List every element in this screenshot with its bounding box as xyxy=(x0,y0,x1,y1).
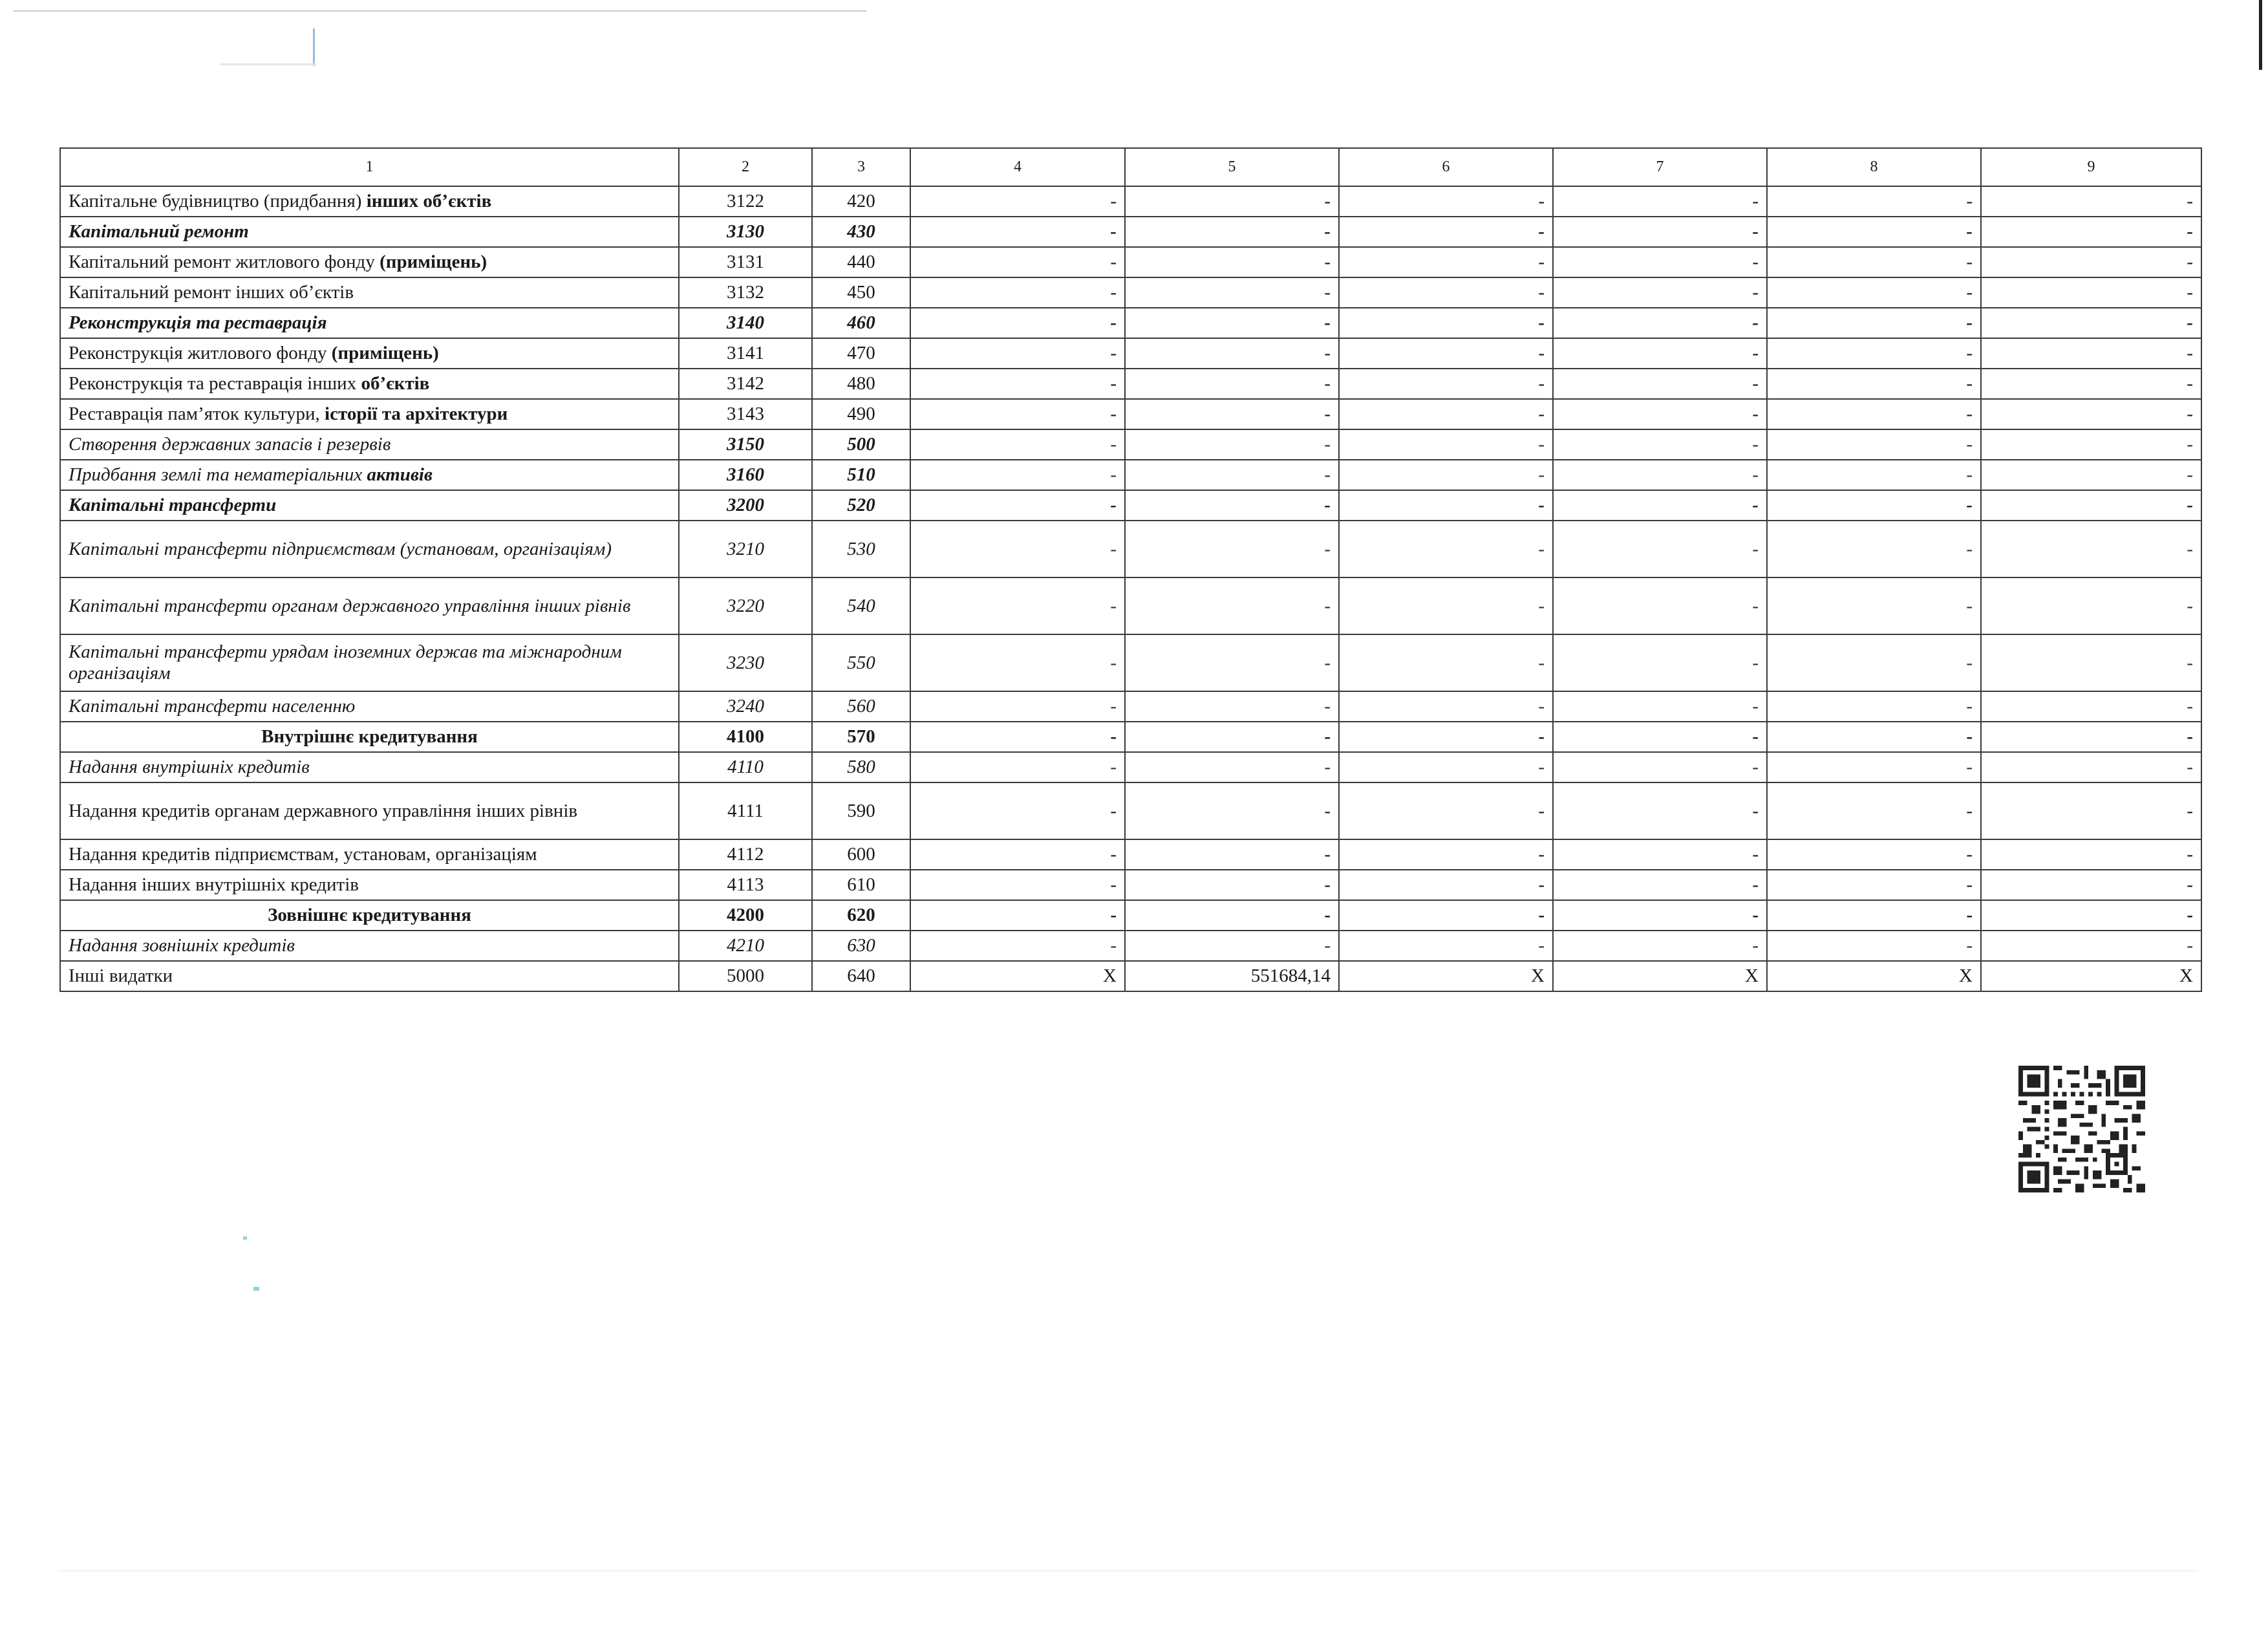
value-cell-col-6: - xyxy=(1339,217,1553,247)
row-name-text: Придбання землі та нематеріальних xyxy=(69,464,367,485)
scan-artifact-mark xyxy=(313,28,315,66)
row-line-number-cell: 430 xyxy=(812,217,910,247)
row-code-cell: 3131 xyxy=(679,247,812,277)
column-header-8: 8 xyxy=(1767,148,1981,186)
row-code-cell: 4100 xyxy=(679,722,812,752)
table-row xyxy=(60,722,2201,752)
value-cell-col-7: - xyxy=(1553,338,1767,369)
row-code-cell: 3220 xyxy=(679,577,812,634)
table-row xyxy=(60,308,2201,338)
row-name-text: Надання кредитів підприємствам, установам, організаціям xyxy=(69,844,537,865)
value-cell-col-5: - xyxy=(1125,839,1339,870)
value-cell-col-5: - xyxy=(1125,722,1339,752)
value-cell-col-6: - xyxy=(1339,247,1553,277)
row-line-number-cell: 440 xyxy=(812,247,910,277)
value-cell-col-9: - xyxy=(1981,931,2201,961)
value-cell-col-7: - xyxy=(1553,429,1767,460)
value-cell-col-5: - xyxy=(1125,186,1339,217)
table-row xyxy=(60,691,2201,722)
value-cell-col-7: - xyxy=(1553,186,1767,217)
value-cell-col-6: - xyxy=(1339,460,1553,490)
value-cell-col-8: - xyxy=(1767,490,1981,521)
table-row xyxy=(60,490,2201,521)
value-cell-col-8: - xyxy=(1767,782,1981,839)
value-cell-col-9: - xyxy=(1981,338,2201,369)
value-cell-col-5: - xyxy=(1125,782,1339,839)
row-code-cell: 3140 xyxy=(679,308,812,338)
row-name-text: (приміщень) xyxy=(380,252,487,272)
value-cell-col-8: - xyxy=(1767,247,1981,277)
row-code-cell: 3143 xyxy=(679,399,812,429)
value-cell-col-9: - xyxy=(1981,429,2201,460)
row-name-text: Капітальні трансферти xyxy=(69,495,277,515)
table-row xyxy=(60,839,2201,870)
value-cell-col-9: - xyxy=(1981,369,2201,399)
value-cell-col-9: - xyxy=(1981,752,2201,782)
row-name-cell xyxy=(60,490,679,521)
row-name-cell xyxy=(60,752,679,782)
value-cell-col-8: Х xyxy=(1767,961,1981,991)
table-row xyxy=(60,752,2201,782)
value-cell-col-5: - xyxy=(1125,521,1339,577)
value-cell-col-5: - xyxy=(1125,577,1339,634)
table-row xyxy=(60,186,2201,217)
value-cell-col-8: - xyxy=(1767,722,1981,752)
budget-expenditure-table xyxy=(59,147,2202,992)
column-header-4: 4 xyxy=(910,148,1125,186)
row-name-cell xyxy=(60,839,679,870)
row-name-cell xyxy=(60,634,679,691)
row-name-cell xyxy=(60,722,679,752)
row-name-cell xyxy=(60,782,679,839)
value-cell-col-4: - xyxy=(910,521,1125,577)
row-name-text: Зовнішнє кредитування xyxy=(268,905,471,925)
table-row xyxy=(60,399,2201,429)
row-name-cell xyxy=(60,961,679,991)
row-name-text: об’єктів xyxy=(361,373,430,394)
row-code-cell: 3230 xyxy=(679,634,812,691)
column-header-2: 2 xyxy=(679,148,812,186)
row-name-text: активів xyxy=(367,464,433,485)
row-name-cell xyxy=(60,247,679,277)
value-cell-col-4: - xyxy=(910,839,1125,870)
value-cell-col-8: - xyxy=(1767,460,1981,490)
value-cell-col-8: - xyxy=(1767,634,1981,691)
row-line-number-cell: 520 xyxy=(812,490,910,521)
scan-artifact-dot xyxy=(243,1236,247,1240)
column-header-5: 5 xyxy=(1125,148,1339,186)
value-cell-col-4: - xyxy=(910,722,1125,752)
value-cell-col-6: - xyxy=(1339,839,1553,870)
value-cell-col-6: - xyxy=(1339,429,1553,460)
value-cell-col-9: - xyxy=(1981,490,2201,521)
row-code-cell: 3240 xyxy=(679,691,812,722)
value-cell-col-5: - xyxy=(1125,338,1339,369)
row-name-text: Надання інших внутрішніх кредитів xyxy=(69,874,359,895)
value-cell-col-4: - xyxy=(910,691,1125,722)
row-line-number-cell: 600 xyxy=(812,839,910,870)
row-name-cell xyxy=(60,217,679,247)
value-cell-col-7: - xyxy=(1553,931,1767,961)
value-cell-col-7: - xyxy=(1553,277,1767,308)
row-name-cell xyxy=(60,900,679,931)
value-cell-col-7: - xyxy=(1553,782,1767,839)
row-code-cell: 3142 xyxy=(679,369,812,399)
value-cell-col-6: - xyxy=(1339,577,1553,634)
value-cell-col-9: - xyxy=(1981,247,2201,277)
value-cell-col-6: Х xyxy=(1339,961,1553,991)
row-code-cell: 4200 xyxy=(679,900,812,931)
row-name-cell xyxy=(60,308,679,338)
value-cell-col-7: - xyxy=(1553,460,1767,490)
row-name-cell xyxy=(60,186,679,217)
row-code-cell: 3150 xyxy=(679,429,812,460)
value-cell-col-6: - xyxy=(1339,369,1553,399)
row-name-text: Інші видатки xyxy=(69,965,173,986)
value-cell-col-7: - xyxy=(1553,752,1767,782)
value-cell-col-8: - xyxy=(1767,399,1981,429)
row-line-number-cell: 580 xyxy=(812,752,910,782)
row-name-text: Створення державних запасів і резервів xyxy=(69,434,391,455)
row-line-number-cell: 570 xyxy=(812,722,910,752)
row-line-number-cell: 560 xyxy=(812,691,910,722)
value-cell-col-5: - xyxy=(1125,308,1339,338)
value-cell-col-8: - xyxy=(1767,521,1981,577)
value-cell-col-9: - xyxy=(1981,870,2201,900)
value-cell-col-5: - xyxy=(1125,277,1339,308)
row-name-text: Надання кредитів органам державного управління інших рівнів xyxy=(69,800,578,821)
value-cell-col-5: - xyxy=(1125,217,1339,247)
value-cell-col-4: - xyxy=(910,490,1125,521)
row-name-cell xyxy=(60,399,679,429)
value-cell-col-6: - xyxy=(1339,752,1553,782)
value-cell-col-7: - xyxy=(1553,577,1767,634)
scan-artifact-dash xyxy=(220,63,317,65)
value-cell-col-4: - xyxy=(910,369,1125,399)
column-header-6: 6 xyxy=(1339,148,1553,186)
value-cell-col-4: - xyxy=(910,634,1125,691)
value-cell-col-7: - xyxy=(1553,870,1767,900)
value-cell-col-5: - xyxy=(1125,634,1339,691)
row-code-cell: 3200 xyxy=(679,490,812,521)
value-cell-col-7: - xyxy=(1553,691,1767,722)
value-cell-col-4: - xyxy=(910,870,1125,900)
row-code-cell: 4111 xyxy=(679,782,812,839)
value-cell-col-9: - xyxy=(1981,277,2201,308)
table-row xyxy=(60,961,2201,991)
value-cell-col-8: - xyxy=(1767,900,1981,931)
row-name-text: Внутрішнє кредитування xyxy=(261,726,478,747)
value-cell-col-6: - xyxy=(1339,782,1553,839)
value-cell-col-9: - xyxy=(1981,900,2201,931)
value-cell-col-4: - xyxy=(910,460,1125,490)
value-cell-col-8: - xyxy=(1767,369,1981,399)
value-cell-col-5: - xyxy=(1125,490,1339,521)
row-name-cell xyxy=(60,691,679,722)
value-cell-col-7: - xyxy=(1553,308,1767,338)
row-name-text: інших об’єктів xyxy=(366,191,492,211)
row-name-cell xyxy=(60,577,679,634)
table-row xyxy=(60,900,2201,931)
value-cell-col-4: - xyxy=(910,277,1125,308)
value-cell-col-9: - xyxy=(1981,722,2201,752)
value-cell-col-5: - xyxy=(1125,900,1339,931)
row-line-number-cell: 450 xyxy=(812,277,910,308)
scan-artifact-dot xyxy=(253,1287,259,1291)
scan-artifact-edge xyxy=(2259,0,2262,70)
value-cell-col-9: - xyxy=(1981,782,2201,839)
row-line-number-cell: 550 xyxy=(812,634,910,691)
value-cell-col-9: - xyxy=(1981,399,2201,429)
value-cell-col-5: - xyxy=(1125,429,1339,460)
value-cell-col-4: - xyxy=(910,186,1125,217)
column-header-7: 7 xyxy=(1553,148,1767,186)
value-cell-col-6: - xyxy=(1339,722,1553,752)
row-name-text: Капітальний ремонт житлового фонду xyxy=(69,252,380,272)
row-line-number-cell: 460 xyxy=(812,308,910,338)
value-cell-col-7: Х xyxy=(1553,961,1767,991)
value-cell-col-4: - xyxy=(910,752,1125,782)
table-row xyxy=(60,277,2201,308)
value-cell-col-8: - xyxy=(1767,752,1981,782)
row-line-number-cell: 630 xyxy=(812,931,910,961)
value-cell-col-7: - xyxy=(1553,399,1767,429)
row-code-cell: 3132 xyxy=(679,277,812,308)
value-cell-col-9: - xyxy=(1981,217,2201,247)
table-row xyxy=(60,521,2201,577)
row-code-cell: 3130 xyxy=(679,217,812,247)
row-name-text: Капітальні трансферти підприємствам (установам, організаціям) xyxy=(69,538,612,559)
value-cell-col-4: Х xyxy=(910,961,1125,991)
value-cell-col-5: - xyxy=(1125,931,1339,961)
row-name-text: Капітальне будівництво (придбання) xyxy=(69,191,367,211)
table-row xyxy=(60,782,2201,839)
value-cell-col-7: - xyxy=(1553,900,1767,931)
value-cell-col-8: - xyxy=(1767,839,1981,870)
value-cell-col-6: - xyxy=(1339,186,1553,217)
value-cell-col-6: - xyxy=(1339,691,1553,722)
row-code-cell: 4110 xyxy=(679,752,812,782)
value-cell-col-8: - xyxy=(1767,308,1981,338)
value-cell-col-6: - xyxy=(1339,634,1553,691)
value-cell-col-6: - xyxy=(1339,490,1553,521)
table-body xyxy=(60,186,2201,991)
row-name-text: Реконструкція та реставрація інших xyxy=(69,373,361,394)
row-name-cell xyxy=(60,369,679,399)
table-row xyxy=(60,369,2201,399)
value-cell-col-8: - xyxy=(1767,931,1981,961)
value-cell-col-8: - xyxy=(1767,429,1981,460)
value-cell-col-4: - xyxy=(910,308,1125,338)
row-name-text: Капітальні трансферти населенню xyxy=(69,696,356,717)
value-cell-col-8: - xyxy=(1767,870,1981,900)
row-line-number-cell: 510 xyxy=(812,460,910,490)
value-cell-col-4: - xyxy=(910,577,1125,634)
row-code-cell: 4112 xyxy=(679,839,812,870)
row-line-number-cell: 480 xyxy=(812,369,910,399)
row-name-text: Капітальні трансферти органам державного управління інших рівнів xyxy=(69,595,631,616)
value-cell-col-9: - xyxy=(1981,308,2201,338)
row-code-cell: 4113 xyxy=(679,870,812,900)
row-line-number-cell: 590 xyxy=(812,782,910,839)
column-header-3: 3 xyxy=(812,148,910,186)
row-line-number-cell: 470 xyxy=(812,338,910,369)
column-number-header-row xyxy=(60,148,2201,186)
value-cell-col-9: Х xyxy=(1981,961,2201,991)
column-header-1: 1 xyxy=(60,148,679,186)
row-name-cell xyxy=(60,429,679,460)
row-code-cell: 3122 xyxy=(679,186,812,217)
table-row xyxy=(60,460,2201,490)
table-row xyxy=(60,577,2201,634)
row-line-number-cell: 610 xyxy=(812,870,910,900)
row-name-text: Реконструкція житлового фонду xyxy=(69,343,332,363)
table-row xyxy=(60,429,2201,460)
row-line-number-cell: 540 xyxy=(812,577,910,634)
row-name-cell xyxy=(60,931,679,961)
row-name-cell xyxy=(60,460,679,490)
value-cell-col-5: 551684,14 xyxy=(1125,961,1339,991)
row-name-text: Капітальні трансферти урядам іноземних держав та міжнародним організаціям xyxy=(69,641,622,684)
qr-code-icon xyxy=(2018,1066,2145,1192)
value-cell-col-8: - xyxy=(1767,338,1981,369)
table-row xyxy=(60,217,2201,247)
value-cell-col-6: - xyxy=(1339,277,1553,308)
value-cell-col-5: - xyxy=(1125,752,1339,782)
value-cell-col-6: - xyxy=(1339,900,1553,931)
value-cell-col-7: - xyxy=(1553,217,1767,247)
value-cell-col-7: - xyxy=(1553,521,1767,577)
table-row xyxy=(60,870,2201,900)
value-cell-col-6: - xyxy=(1339,338,1553,369)
value-cell-col-4: - xyxy=(910,782,1125,839)
row-code-cell: 4210 xyxy=(679,931,812,961)
column-header-9: 9 xyxy=(1981,148,2201,186)
value-cell-col-4: - xyxy=(910,217,1125,247)
row-code-cell: 3160 xyxy=(679,460,812,490)
table-row xyxy=(60,634,2201,691)
value-cell-col-5: - xyxy=(1125,247,1339,277)
value-cell-col-8: - xyxy=(1767,277,1981,308)
value-cell-col-8: - xyxy=(1767,691,1981,722)
value-cell-col-8: - xyxy=(1767,217,1981,247)
value-cell-col-4: - xyxy=(910,429,1125,460)
row-code-cell: 3141 xyxy=(679,338,812,369)
value-cell-col-5: - xyxy=(1125,691,1339,722)
value-cell-col-7: - xyxy=(1553,839,1767,870)
value-cell-col-4: - xyxy=(910,399,1125,429)
row-name-text: Надання зовнішніх кредитів xyxy=(69,935,295,956)
table-row xyxy=(60,931,2201,961)
value-cell-col-9: - xyxy=(1981,460,2201,490)
table-row xyxy=(60,247,2201,277)
value-cell-col-9: - xyxy=(1981,577,2201,634)
row-name-cell xyxy=(60,338,679,369)
value-cell-col-4: - xyxy=(910,247,1125,277)
value-cell-col-9: - xyxy=(1981,691,2201,722)
value-cell-col-7: - xyxy=(1553,247,1767,277)
value-cell-col-9: - xyxy=(1981,839,2201,870)
value-cell-col-4: - xyxy=(910,900,1125,931)
value-cell-col-8: - xyxy=(1767,186,1981,217)
value-cell-col-7: - xyxy=(1553,634,1767,691)
value-cell-col-9: - xyxy=(1981,521,2201,577)
row-line-number-cell: 500 xyxy=(812,429,910,460)
row-name-cell xyxy=(60,277,679,308)
row-line-number-cell: 490 xyxy=(812,399,910,429)
row-code-cell: 5000 xyxy=(679,961,812,991)
value-cell-col-6: - xyxy=(1339,521,1553,577)
row-name-text: Капітальний ремонт інших об’єктів xyxy=(69,282,354,303)
value-cell-col-6: - xyxy=(1339,399,1553,429)
value-cell-col-7: - xyxy=(1553,722,1767,752)
row-line-number-cell: 620 xyxy=(812,900,910,931)
value-cell-col-7: - xyxy=(1553,490,1767,521)
value-cell-col-6: - xyxy=(1339,308,1553,338)
row-name-text: Капітальний ремонт xyxy=(69,221,249,242)
value-cell-col-8: - xyxy=(1767,577,1981,634)
value-cell-col-4: - xyxy=(910,931,1125,961)
scan-artifact-line xyxy=(13,10,866,12)
row-line-number-cell: 420 xyxy=(812,186,910,217)
row-name-text: історії та архітектури xyxy=(325,404,508,424)
row-name-text: (приміщень) xyxy=(331,343,439,363)
table-row xyxy=(60,338,2201,369)
row-line-number-cell: 640 xyxy=(812,961,910,991)
value-cell-col-5: - xyxy=(1125,460,1339,490)
value-cell-col-6: - xyxy=(1339,870,1553,900)
row-name-text: Надання внутрішніх кредитів xyxy=(69,757,310,777)
value-cell-col-7: - xyxy=(1553,369,1767,399)
value-cell-col-9: - xyxy=(1981,634,2201,691)
value-cell-col-5: - xyxy=(1125,369,1339,399)
row-code-cell: 3210 xyxy=(679,521,812,577)
value-cell-col-4: - xyxy=(910,338,1125,369)
row-name-cell xyxy=(60,870,679,900)
row-name-text: Реконструкція та реставрація xyxy=(69,312,327,333)
scan-artifact-line xyxy=(58,1570,2198,1571)
value-cell-col-5: - xyxy=(1125,399,1339,429)
value-cell-col-5: - xyxy=(1125,870,1339,900)
row-name-cell xyxy=(60,521,679,577)
value-cell-col-9: - xyxy=(1981,186,2201,217)
row-line-number-cell: 530 xyxy=(812,521,910,577)
value-cell-col-6: - xyxy=(1339,931,1553,961)
row-name-text: Реставрація пам’яток культури, xyxy=(69,404,325,424)
